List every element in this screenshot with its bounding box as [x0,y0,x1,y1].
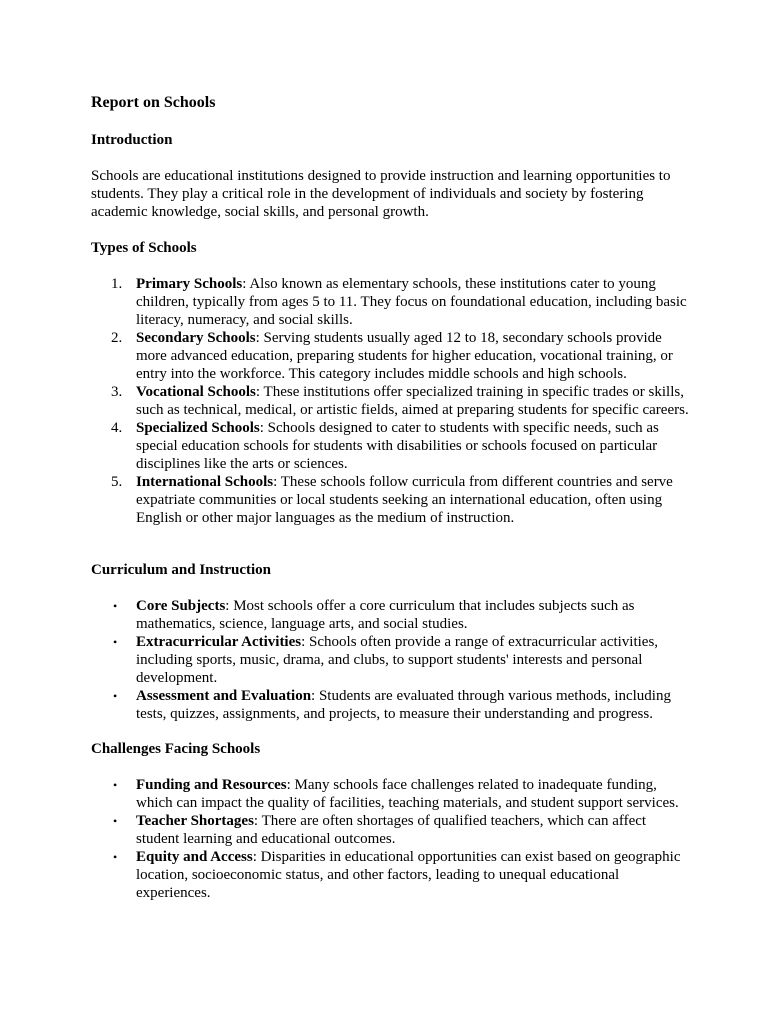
list-item [91,597,691,633]
bullet-icon: • [113,599,118,613]
list-number: 4. [111,420,123,436]
item-description: : Schools designed to cater to students with specific needs, such as special education schools for students with disabilities or schools focused on particular disciplines like the arts or sciences. [136,420,659,472]
item-description: : These schools follow curricula from different countries and serve expatriate communities or local students seeking an international education, often using English or other major languages as the medium of instruction. [136,474,673,526]
item-title: Secondary Schools [136,330,256,346]
bullet-icon: • [113,778,118,792]
section-heading-challenges: Challenges Facing Schools [91,741,261,757]
item-title: Core Subjects [136,598,226,614]
list-item [91,473,691,527]
item-description: : Most schools offer a core curriculum that includes subjects such as mathematics, science, language arts, and social studies. [136,598,635,632]
bullet-icon: • [113,689,118,703]
list-item [91,383,691,419]
item-description: : Also known as elementary schools, these institutions cater to young children, typically from ages 5 to 11. They focus on foundational education, including basic literacy, numeracy, and social skills. [136,276,687,328]
list-item [91,812,691,848]
list-number: 2. [111,330,123,346]
list-item [91,633,691,687]
curriculum-list [91,597,691,723]
item-title: Equity and Access [136,849,253,865]
item-description: : Schools often provide a range of extracurricular activities, including sports, music, drama, and clubs, to support students' interests and personal development. [136,634,659,686]
item-title: Extracurricular Activities [136,634,302,650]
item-title: Primary Schools [136,276,243,292]
section-heading-curriculum: Curriculum and Instruction [91,562,272,578]
item-description: : Students are evaluated through various methods, including tests, quizzes, assignments, and projects, to measure their understanding and progress. [136,688,671,722]
item-description: : There are often shortages of qualified teachers, which can affect student learning and educational outcomes. [136,813,647,847]
item-title: Specialized Schools [136,420,260,436]
list-number: 3. [111,384,123,400]
section-heading-types: Types of Schools [91,240,197,256]
list-item [91,848,691,902]
item-title: International Schools [136,474,274,490]
document-title: Report on Schools [91,94,216,111]
list-item [91,419,691,473]
item-title: Funding and Resources [136,777,287,793]
types-list [91,275,691,527]
list-number: 1. [111,276,123,292]
list-item [91,329,691,383]
bullet-icon: • [113,635,118,649]
section-heading-introduction: Introduction [91,132,173,148]
item-title: Assessment and Evaluation [136,688,312,704]
list-item [91,275,691,329]
item-description: : Serving students usually aged 12 to 18, secondary schools provide more advanced education, preparing students for higher education, vocational training, or entry into the workforce. This category includes middle schools and high schools. [136,330,673,382]
list-number: 5. [111,474,123,490]
introduction-paragraph: Schools are educational institutions designed to provide instruction and learning opportunities to students. They play a critical role in the development of individuals and society by fostering academic knowledge, social skills, and personal growth. [91,168,671,220]
challenges-list [91,776,691,902]
item-title: Teacher Shortages [136,813,254,829]
item-description: : Many schools face challenges related to inadequate funding, which can impact the quality of facilities, teaching materials, and student support services. [136,777,679,811]
list-item [91,776,691,812]
item-description: : These institutions offer specialized training in specific trades or skills, such as technical, medical, or artistic fields, aimed at preparing students for specific careers. [136,384,689,418]
bullet-icon: • [113,850,118,864]
list-item [91,687,691,723]
item-description: : Disparities in educational opportunities can exist based on geographic location, socioeconomic status, and other factors, leading to unequal educational experiences. [136,849,681,901]
item-title: Vocational Schools [136,384,256,400]
bullet-icon: • [113,814,118,828]
